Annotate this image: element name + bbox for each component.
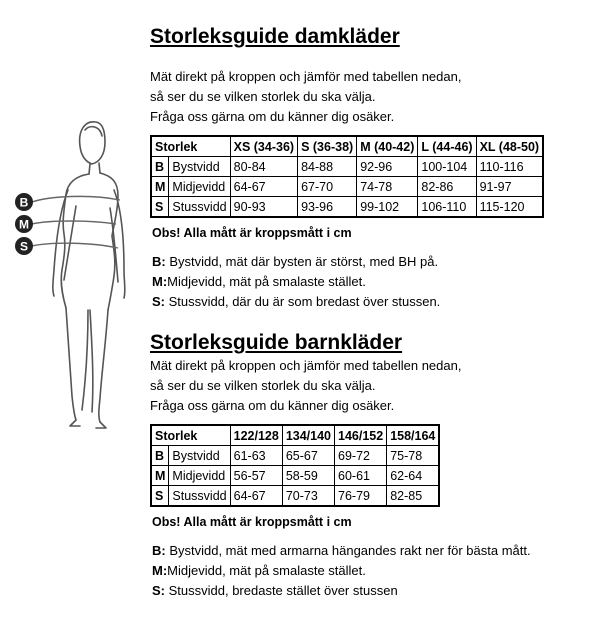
- hip-marker: [15, 237, 33, 255]
- table-row: S Stussvidd 90-93 93-96 99-102 106-110 115-120: [151, 197, 543, 218]
- kids-heading: Storleksguide barnkläder: [150, 331, 403, 354]
- legend-item: M:Midjevidd, mät på smalaste stället.: [152, 274, 366, 289]
- kids-legend: [152, 541, 590, 601]
- kids-size-guide: [150, 330, 590, 601]
- table-row: B Bystvidd 80-84 84-88 92-96 100-104 110-116: [151, 157, 543, 177]
- svg-text:M: M: [19, 217, 29, 232]
- legend-item: S: Stussvidd, där du är som bredast över stussen.: [152, 294, 441, 309]
- women-intro: Mät direkt på kroppen och jämför med tabellen nedan, så ser du se vilken storlek du ska välja. Fråga oss gärna om du känner dig osäker.: [150, 69, 462, 124]
- table-row: M Midjevidd 64-67 67-70 74-78 82-86 91-97: [151, 177, 543, 197]
- svg-text:B: B: [19, 195, 29, 210]
- bust-marker: [15, 193, 33, 211]
- kids-size-table: [150, 424, 440, 507]
- body-measurement-figure: [10, 110, 150, 430]
- svg-text:S: S: [19, 239, 29, 254]
- women-note: Obs! Alla mått är kroppsmått i cm: [152, 226, 352, 240]
- women-size-table: [150, 135, 544, 218]
- women-legend: [152, 252, 590, 312]
- table-header-row: Storlek 122/128 134/140 146/152 158/164: [151, 425, 439, 446]
- legend-item: B: Bystvidd, mät där bysten är störst, med BH på.: [152, 254, 439, 269]
- women-size-guide: [150, 24, 590, 312]
- legend-item: M:Midjevidd, mät på smalaste stället.: [152, 563, 366, 578]
- table-row: B Bystvidd 61-63 65-67 69-72 75-78: [151, 446, 439, 466]
- waist-marker: [15, 215, 33, 233]
- kids-intro: Mät direkt på kroppen och jämför med tabellen nedan, så ser du se vilken storlek du ska välja. Fråga oss gärna om du känner dig osäker.: [150, 358, 462, 413]
- table-row: M Midjevidd 56-57 58-59 60-61 62-64: [151, 466, 439, 486]
- kids-note: Obs! Alla mått är kroppsmått i cm: [152, 515, 352, 529]
- women-heading: Storleksguide damkläder: [150, 25, 400, 48]
- table-row: S Stussvidd 64-67 70-73 76-79 82-85: [151, 486, 439, 507]
- legend-item: S: Stussvidd, bredaste stället över stussen: [152, 583, 398, 598]
- table-header-row: Storlek XS (34-36) S (36-38) M (40-42) L (44-46) XL (48-50): [151, 136, 543, 157]
- legend-item: B: Bystvidd, mät med armarna hängandes rakt ner för bästa mått.: [152, 543, 531, 558]
